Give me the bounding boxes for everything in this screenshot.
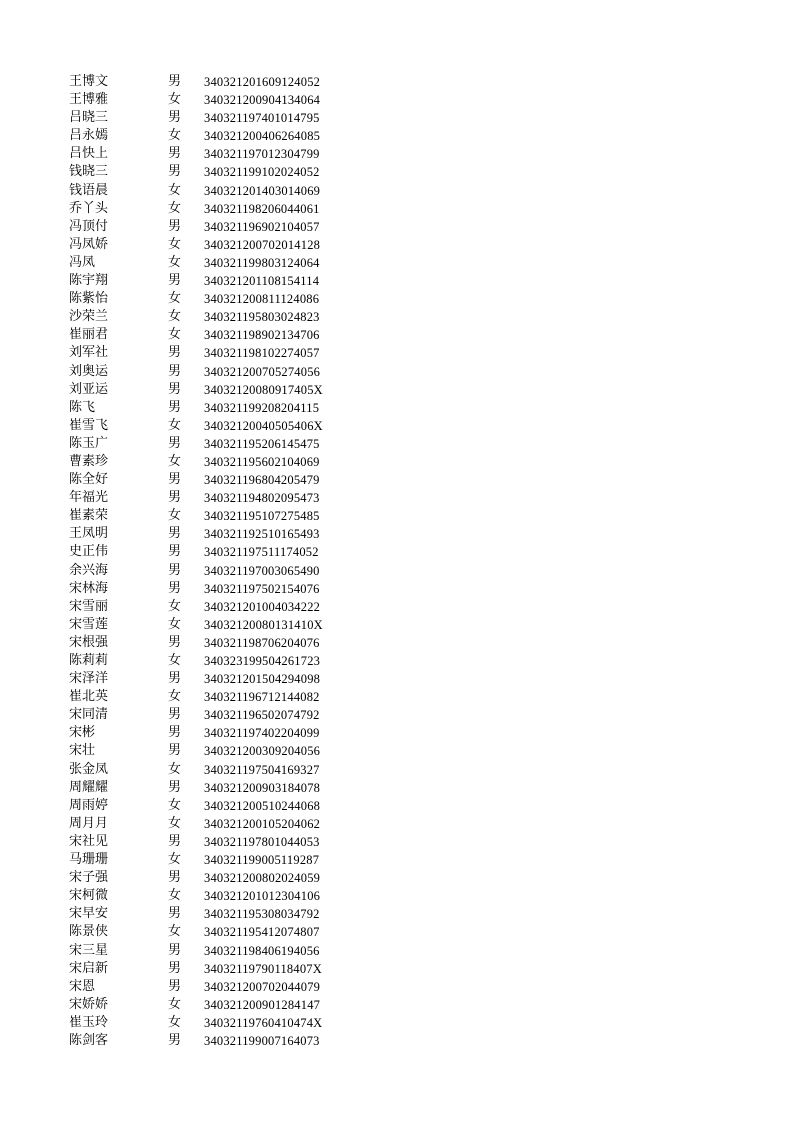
person-name-cell: 宋子强 xyxy=(69,870,109,886)
id-number-cell: 340321200309204056 xyxy=(204,744,321,759)
id-number-cell: 340321195107275485 xyxy=(204,509,320,524)
gender-cell: 男 xyxy=(168,381,182,397)
id-number-cell: 340321197511174052 xyxy=(204,545,319,560)
gender-cell: 男 xyxy=(168,978,182,994)
person-name-cell: 陈紫怡 xyxy=(69,291,109,307)
id-number-cell: 340321199803124064 xyxy=(204,255,320,270)
gender-cell: 男 xyxy=(168,218,182,234)
person-name-cell: 崔玉玲 xyxy=(69,1014,109,1030)
table-row xyxy=(0,923,793,941)
table-row xyxy=(0,851,793,869)
id-number-cell: 340321196804205479 xyxy=(204,473,320,488)
id-number-cell: 340321200901284147 xyxy=(204,997,321,1012)
person-name-cell: 崔北英 xyxy=(69,689,109,705)
person-name-cell: 陈全好 xyxy=(69,472,109,488)
table-row xyxy=(0,815,793,833)
gender-cell: 男 xyxy=(168,164,182,180)
id-number-cell: 340321201504294098 xyxy=(204,672,321,687)
table-row xyxy=(0,942,793,960)
id-number-cell: 340321199208204115 xyxy=(204,400,320,415)
gender-cell: 女 xyxy=(168,689,182,705)
table-row xyxy=(0,960,793,978)
id-number-cell: 340321200811124086 xyxy=(204,292,320,307)
id-number-cell: 340321194802095473 xyxy=(204,491,320,506)
gender-cell: 男 xyxy=(168,526,182,542)
gender-cell: 女 xyxy=(168,508,182,524)
person-name-cell: 宋彬 xyxy=(69,725,96,741)
gender-cell: 女 xyxy=(168,417,182,433)
gender-cell: 女 xyxy=(168,200,182,216)
id-number-cell: 340323199504261723 xyxy=(204,654,321,668)
person-name-cell: 冯凤娇 xyxy=(69,236,109,252)
person-name-cell: 乔丫头 xyxy=(69,200,109,216)
gender-cell: 女 xyxy=(168,616,182,632)
id-number-cell: 340321195206145475 xyxy=(204,436,320,451)
id-number-cell: 34032120040505406X xyxy=(204,418,323,433)
table-row xyxy=(0,761,793,779)
table-row xyxy=(0,399,793,417)
gender-cell: 男 xyxy=(168,146,182,162)
gender-cell: 女 xyxy=(168,888,182,904)
table-row xyxy=(0,887,793,905)
gender-cell: 女 xyxy=(168,291,182,307)
id-number-cell: 34032120080917405X xyxy=(204,382,323,397)
id-number-cell: 340321200702044079 xyxy=(204,979,321,994)
gender-cell: 男 xyxy=(168,363,182,379)
gender-cell: 男 xyxy=(168,345,182,361)
gender-cell: 女 xyxy=(168,1014,182,1030)
id-number-cell: 340321200903184078 xyxy=(204,780,321,795)
person-name-cell: 宋雪莲 xyxy=(69,616,109,632)
gender-cell: 女 xyxy=(168,128,182,144)
person-name-cell: 崔素荣 xyxy=(69,508,109,524)
gender-cell: 女 xyxy=(168,996,182,1012)
table-row xyxy=(0,1014,793,1032)
person-name-cell: 宋雪丽 xyxy=(69,598,109,614)
person-name-cell: 余兴海 xyxy=(69,562,109,578)
gender-cell: 女 xyxy=(168,598,182,614)
gender-cell: 男 xyxy=(168,273,182,289)
person-name-cell: 吕永嫣 xyxy=(69,128,109,144)
gender-cell: 男 xyxy=(168,1032,182,1048)
person-name-cell: 王凤明 xyxy=(69,526,109,542)
id-number-cell: 340321200705274056 xyxy=(204,364,321,379)
person-name-cell: 刘奥运 xyxy=(69,363,109,379)
person-name-cell: 马珊珊 xyxy=(69,852,109,868)
gender-cell: 女 xyxy=(168,254,182,270)
id-number-cell: 340321201403014069 xyxy=(204,183,321,198)
person-name-cell: 周月月 xyxy=(69,815,109,831)
table-row xyxy=(0,562,793,580)
id-number-cell: 340321195602104069 xyxy=(204,454,320,469)
table-row xyxy=(0,109,793,127)
person-name-cell: 陈莉莉 xyxy=(69,653,109,668)
table-row xyxy=(0,580,793,598)
table-row xyxy=(0,616,793,634)
gender-cell: 男 xyxy=(168,562,182,578)
table-row xyxy=(0,724,793,742)
gender-cell: 男 xyxy=(168,580,182,596)
person-name-cell: 崔雪飞 xyxy=(69,417,109,433)
id-number-cell: 340321197003065490 xyxy=(204,563,320,578)
id-number-cell: 340321197502154076 xyxy=(204,581,320,596)
id-number-cell: 340321198902134706 xyxy=(204,328,320,343)
person-name-cell: 宋娇娇 xyxy=(69,996,109,1012)
person-name-cell: 吕快上 xyxy=(69,146,109,162)
gender-cell: 男 xyxy=(168,671,182,687)
table-row xyxy=(0,489,793,507)
id-number-cell: 340321196712144082 xyxy=(204,690,320,705)
gender-cell: 男 xyxy=(168,960,182,976)
table-row xyxy=(0,869,793,887)
table-row xyxy=(0,833,793,851)
person-name-cell: 宋启新 xyxy=(69,960,109,976)
table-row xyxy=(0,163,793,181)
person-name-cell: 陈飞 xyxy=(69,399,96,415)
id-number-cell: 340321198406194056 xyxy=(204,943,320,958)
id-number-cell: 340321200105204062 xyxy=(204,816,321,831)
person-name-cell: 冯顶付 xyxy=(69,218,109,234)
table-row xyxy=(0,73,793,91)
gender-cell: 男 xyxy=(168,634,182,650)
gender-cell: 女 xyxy=(168,852,182,868)
id-number-cell: 340321197504169327 xyxy=(204,762,320,777)
table-row xyxy=(0,525,793,543)
id-number-cell: 340321197801044053 xyxy=(204,834,320,849)
id-number-cell: 340321200904134064 xyxy=(204,93,321,108)
id-number-cell: 340321197402204099 xyxy=(204,726,320,741)
person-name-cell: 周耀耀 xyxy=(69,779,109,795)
person-name-cell: 宋根强 xyxy=(69,634,109,650)
table-row xyxy=(0,797,793,815)
person-name-cell: 陈玉广 xyxy=(69,435,109,451)
gender-cell: 男 xyxy=(168,435,182,451)
record-list xyxy=(0,73,793,1050)
gender-cell: 女 xyxy=(168,327,182,343)
id-number-cell: 34032119790118407X xyxy=(204,961,322,976)
table-row xyxy=(0,435,793,453)
id-number-cell: 340321192510165493 xyxy=(204,527,320,542)
table-row xyxy=(0,326,793,344)
table-row xyxy=(0,742,793,760)
person-name-cell: 刘军社 xyxy=(69,345,109,361)
table-row xyxy=(0,996,793,1014)
person-name-cell: 宋恩 xyxy=(69,978,96,994)
gender-cell: 男 xyxy=(168,906,182,922)
gender-cell: 女 xyxy=(168,453,182,469)
table-row xyxy=(0,507,793,525)
id-number-cell: 340321201609124052 xyxy=(204,75,321,89)
id-number-cell: 340321197401014795 xyxy=(204,111,320,126)
table-row xyxy=(0,91,793,109)
gender-cell: 男 xyxy=(168,942,182,958)
table-row xyxy=(0,453,793,471)
id-number-cell: 340321195803024823 xyxy=(204,310,320,325)
id-number-cell: 340321200802024059 xyxy=(204,871,321,886)
id-number-cell: 340321200510244068 xyxy=(204,798,321,813)
gender-cell: 女 xyxy=(168,309,182,325)
id-number-cell: 340321201012304106 xyxy=(204,889,321,904)
person-name-cell: 钱语晨 xyxy=(69,182,109,198)
table-row xyxy=(0,978,793,996)
gender-cell: 女 xyxy=(168,236,182,252)
person-name-cell: 沙荣兰 xyxy=(69,309,109,325)
person-name-cell: 宋壮 xyxy=(69,743,96,759)
person-name-cell: 宋早安 xyxy=(69,906,109,922)
person-name-cell: 周雨婷 xyxy=(69,797,109,813)
person-name-cell: 陈景侠 xyxy=(69,924,109,940)
person-name-cell: 王博文 xyxy=(69,74,109,89)
table-row xyxy=(0,290,793,308)
person-name-cell: 陈宇翔 xyxy=(69,273,109,289)
table-row xyxy=(0,905,793,923)
id-number-cell: 340321196502074792 xyxy=(204,708,320,723)
person-name-cell: 张金凤 xyxy=(69,761,109,777)
gender-cell: 女 xyxy=(168,815,182,831)
table-row xyxy=(0,417,793,435)
table-row xyxy=(0,344,793,362)
gender-cell: 男 xyxy=(168,725,182,741)
gender-cell: 女 xyxy=(168,924,182,940)
table-row xyxy=(0,145,793,163)
id-number-cell: 34032119760410474X xyxy=(204,1015,323,1030)
table-row xyxy=(0,471,793,489)
table-row xyxy=(0,272,793,290)
person-name-cell: 宋三星 xyxy=(69,942,109,958)
id-number-cell: 340321199007164073 xyxy=(204,1033,320,1048)
gender-cell: 男 xyxy=(168,110,182,126)
person-name-cell: 宋社见 xyxy=(69,833,109,849)
id-number-cell: 340321198102274057 xyxy=(204,346,320,361)
table-row xyxy=(0,688,793,706)
person-name-cell: 王博雅 xyxy=(69,92,109,108)
table-row xyxy=(0,652,793,670)
person-name-cell: 刘亚运 xyxy=(69,381,109,397)
person-name-cell: 宋林海 xyxy=(69,580,109,596)
person-name-cell: 曹素珍 xyxy=(69,453,109,469)
table-row xyxy=(0,670,793,688)
table-row xyxy=(0,1032,793,1050)
id-number-cell: 340321196902104057 xyxy=(204,219,320,234)
gender-cell: 男 xyxy=(168,544,182,560)
id-number-cell: 34032120080131410X xyxy=(204,617,323,632)
person-name-cell: 冯凤 xyxy=(69,254,96,270)
gender-cell: 女 xyxy=(168,653,182,668)
gender-cell: 男 xyxy=(168,833,182,849)
gender-cell: 男 xyxy=(168,743,182,759)
person-name-cell: 史正伟 xyxy=(69,544,109,560)
gender-cell: 男 xyxy=(168,490,182,506)
id-number-cell: 340321199102024052 xyxy=(204,165,320,180)
person-name-cell: 崔丽君 xyxy=(69,327,109,343)
id-number-cell: 340321195412074807 xyxy=(204,925,320,940)
person-name-cell: 宋泽洋 xyxy=(69,671,109,687)
table-row xyxy=(0,543,793,561)
table-row xyxy=(0,308,793,326)
gender-cell: 男 xyxy=(168,870,182,886)
table-row xyxy=(0,634,793,652)
table-row xyxy=(0,218,793,236)
id-number-cell: 340321195308034792 xyxy=(204,907,320,922)
table-row xyxy=(0,706,793,724)
gender-cell: 男 xyxy=(168,399,182,415)
person-name-cell: 年福光 xyxy=(69,490,109,506)
id-number-cell: 340321199005119287 xyxy=(204,853,320,868)
id-number-cell: 340321201004034222 xyxy=(204,599,321,614)
gender-cell: 男 xyxy=(168,472,182,488)
id-number-cell: 340321198206044061 xyxy=(204,201,320,216)
gender-cell: 女 xyxy=(168,182,182,198)
person-name-cell: 吕晓三 xyxy=(69,110,109,126)
gender-cell: 男 xyxy=(168,74,182,89)
id-number-cell: 340321200702014128 xyxy=(204,237,321,252)
id-number-cell: 340321197012304799 xyxy=(204,147,320,162)
id-number-cell: 340321201108154114 xyxy=(204,274,320,289)
table-row xyxy=(0,381,793,399)
table-row xyxy=(0,363,793,381)
gender-cell: 女 xyxy=(168,761,182,777)
person-name-cell: 宋柯微 xyxy=(69,888,109,904)
person-name-cell: 钱晓三 xyxy=(69,164,109,180)
gender-cell: 男 xyxy=(168,779,182,795)
table-row xyxy=(0,200,793,218)
gender-cell: 男 xyxy=(168,707,182,723)
table-row xyxy=(0,779,793,797)
person-name-cell: 宋同清 xyxy=(69,707,109,723)
table-row xyxy=(0,254,793,272)
table-row xyxy=(0,182,793,200)
gender-cell: 女 xyxy=(168,797,182,813)
table-row xyxy=(0,236,793,254)
id-number-cell: 340321198706204076 xyxy=(204,635,320,650)
gender-cell: 女 xyxy=(168,92,182,108)
id-number-cell: 340321200406264085 xyxy=(204,129,321,144)
person-name-cell: 陈剑客 xyxy=(69,1032,109,1048)
table-row xyxy=(0,127,793,145)
table-row xyxy=(0,598,793,616)
